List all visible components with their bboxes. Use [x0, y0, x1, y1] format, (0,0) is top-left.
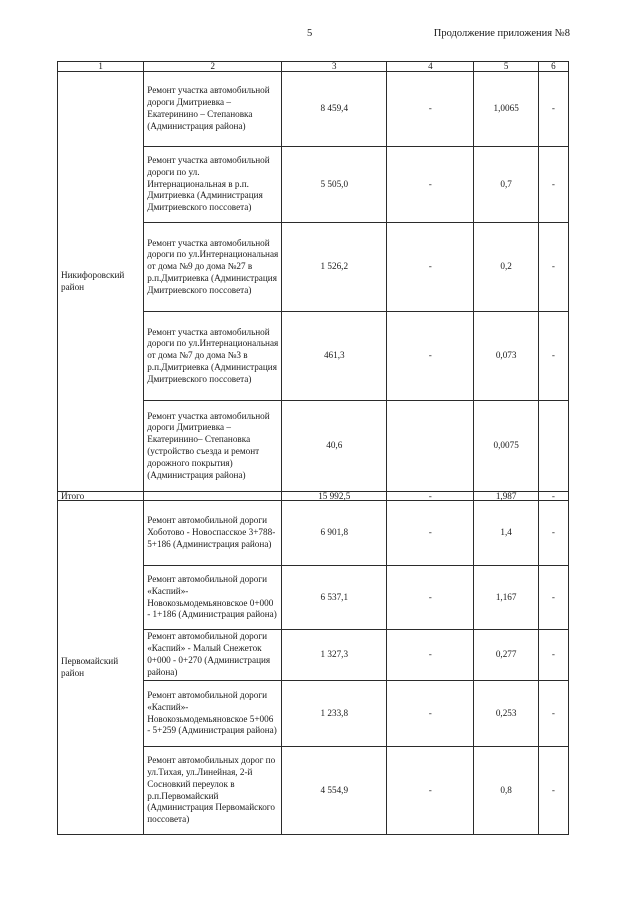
length-value: 1,0065 — [474, 72, 538, 147]
column-6-value: - — [538, 566, 568, 630]
cost-value: 1 327,3 — [282, 630, 387, 681]
column-4-value: - — [387, 566, 474, 630]
work-description: Ремонт автомобильной дороги «Каспий» - Малый Снежеток 0+000 - 0+270 (Администрация района) — [144, 630, 282, 681]
length-value: 1,4 — [474, 501, 538, 566]
column-6-value: - — [538, 223, 568, 312]
column-header: 3 — [282, 62, 387, 72]
column-6-value: - — [538, 147, 568, 223]
cost-value: 5 505,0 — [282, 147, 387, 223]
road-repair-table — [57, 61, 569, 835]
cost-value: 1 233,8 — [282, 681, 387, 747]
work-description: Ремонт участка автомобильной дороги Дмитриевка – Екатеринино – Степановка (Администрация района) — [144, 72, 282, 147]
column-6-value: - — [538, 747, 568, 835]
column-header: 4 — [387, 62, 474, 72]
length-value: 0,253 — [474, 681, 538, 747]
cost-value: 1 526,2 — [282, 223, 387, 312]
column-header: 2 — [144, 62, 282, 72]
column-header: 1 — [58, 62, 144, 72]
column-4-value: - — [387, 747, 474, 835]
column-4-value: - — [387, 72, 474, 147]
cost-value: 6 537,1 — [282, 566, 387, 630]
district-name: Первомайский район — [58, 501, 144, 835]
cost-value: 40,6 — [282, 401, 387, 492]
length-value: 0,277 — [474, 630, 538, 681]
column-6-value: - — [538, 681, 568, 747]
total-empty-cell — [144, 492, 282, 501]
column-4-value: - — [387, 147, 474, 223]
total-column-4: - — [387, 492, 474, 501]
length-value: 0,0075 — [474, 401, 538, 492]
table-row — [58, 501, 569, 566]
work-description: Ремонт автомобильной дороги «Каспий»- Новокозьмодемьяновское 0+000 - 1+186 (Администрация района) — [144, 566, 282, 630]
work-description: Ремонт участка автомобильной дороги Дмитриевка – Екатеринино– Степановка (устройство съезда и ремонт дорожного покрытия) (Администрация района) — [144, 401, 282, 492]
cost-value: 4 554,9 — [282, 747, 387, 835]
appendix-continuation-note: Продолжение приложения №8 — [433, 28, 570, 39]
table-row — [58, 72, 569, 147]
total-row — [58, 492, 569, 501]
column-6-value: - — [538, 312, 568, 401]
total-cost: 15 992,5 — [282, 492, 387, 501]
page-number: 5 — [307, 28, 313, 39]
column-6-value: - — [538, 630, 568, 681]
column-4-value: - — [387, 501, 474, 566]
column-header: 6 — [538, 62, 568, 72]
work-description: Ремонт участка автомобильной дороги по ул. Интернациональная в р.п. Дмитриевка (Администрация Дмитриевского поссовета) — [144, 147, 282, 223]
column-4-value: - — [387, 223, 474, 312]
column-6-value: - — [538, 501, 568, 566]
cost-value: 6 901,8 — [282, 501, 387, 566]
column-6-value — [538, 401, 568, 492]
work-description: Ремонт участка автомобильной дороги по ул.Интернациональная от дома №7 до дома №3 в р.п.Дмитриевка (Администрация Дмитриевского поссовета) — [144, 312, 282, 401]
column-6-value: - — [538, 72, 568, 147]
length-value: 1,167 — [474, 566, 538, 630]
column-4-value — [387, 401, 474, 492]
column-number-row — [58, 62, 569, 72]
work-description: Ремонт автомобильной дороги «Каспий»- Новокозьмодемьяновское 5+006 - 5+259 (Администрация района) — [144, 681, 282, 747]
cost-value: 461,3 — [282, 312, 387, 401]
column-header: 5 — [474, 62, 538, 72]
total-length: 1,987 — [474, 492, 538, 501]
work-description: Ремонт автомобильной дороги Хоботово - Новоспасское 3+788-5+186 (Администрация района) — [144, 501, 282, 566]
cost-value: 8 459,4 — [282, 72, 387, 147]
district-name: Никифоровский район — [58, 72, 144, 492]
length-value: 0,073 — [474, 312, 538, 401]
column-4-value: - — [387, 630, 474, 681]
total-column-6: - — [538, 492, 568, 501]
length-value: 0,7 — [474, 147, 538, 223]
length-value: 0,8 — [474, 747, 538, 835]
column-4-value: - — [387, 681, 474, 747]
column-4-value: - — [387, 312, 474, 401]
work-description: Ремонт автомобильных дорог по ул.Тихая, ул.Линейная, 2-й Сосновкий переулок в р.п.Первомайский (Администрация Первомайского поссовета) — [144, 747, 282, 835]
work-description: Ремонт участка автомобильной дороги по ул.Интернациональная от дома №9 до дома №27 в р.п.Дмитриевка (Администрация Дмитриевского поссовета) — [144, 223, 282, 312]
length-value: 0,2 — [474, 223, 538, 312]
total-label: Итого — [58, 492, 144, 501]
